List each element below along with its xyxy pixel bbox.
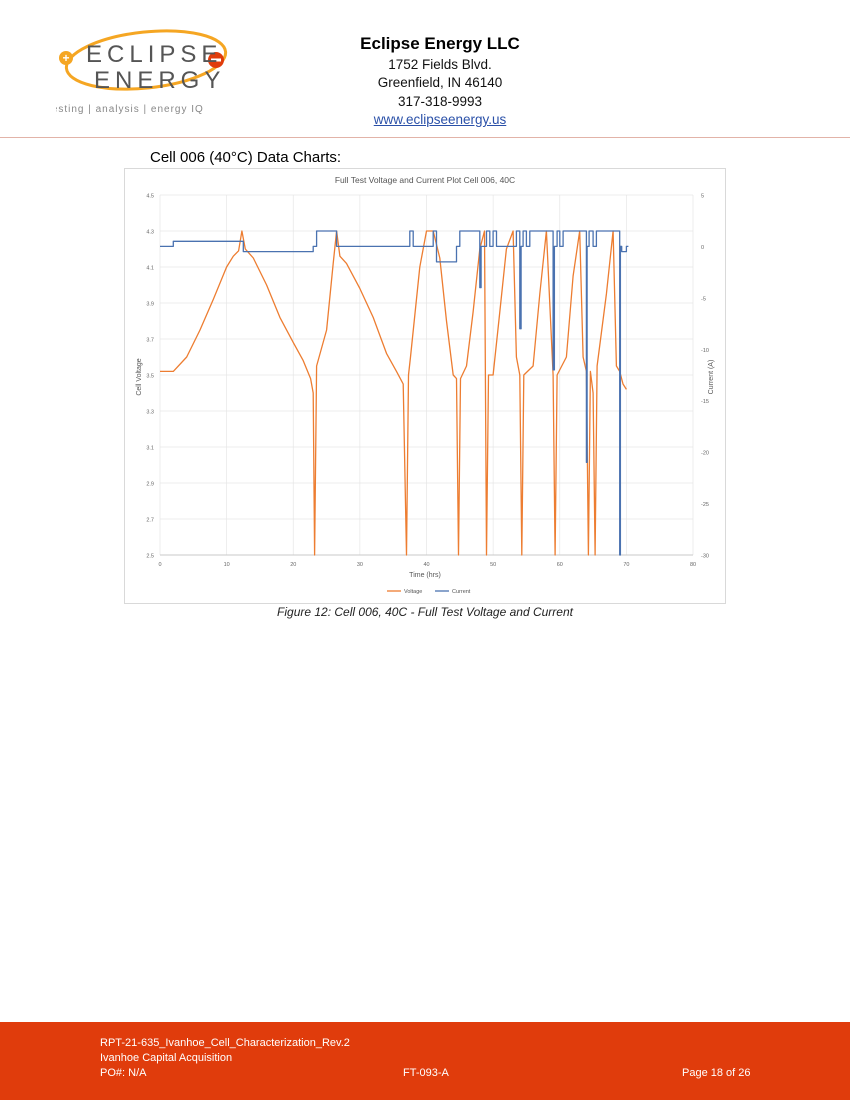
y2-tick-label: -15 [701,399,709,406]
legend-label: Voltage [404,589,423,595]
y-axis-label: Cell Voltage [136,358,143,396]
legend-label: Current [452,589,471,595]
figure-caption: Figure 12: Cell 006, 40C - Full Test Voltage and Current [277,605,573,619]
y-tick-label: 3.3 [146,409,154,416]
x-axis-ticks [158,562,696,568]
logo-graphic [56,28,236,120]
x-tick-label: 70 [623,562,630,568]
y-tick-label: 2.5 [146,553,154,560]
y2-tick-label: -25 [701,502,709,509]
x-tick-label: 30 [356,562,363,568]
y-tick-label: 4.1 [146,265,154,272]
page-footer [0,1022,850,1100]
y-tick-label: 2.7 [146,517,154,524]
footer-po: PO#: N/A [100,1067,147,1079]
chart-legend [387,589,471,595]
logo-word-energy: ENERGY [94,67,226,94]
voltage-current-chart [125,169,725,603]
footer-client: Ivanhoe Capital Acquisition [100,1052,233,1064]
y-tick-label: 2.9 [146,481,154,488]
series-line-voltage [160,231,626,555]
footer-page-number: Page 18 of 26 [682,1067,751,1079]
footer-report-id: RPT-21-635_Ivanhoe_Cell_Characterization_Rev.2 [100,1037,350,1049]
logo-tagline: testing | analysis | energy IQ [56,104,204,115]
y-tick-label: 3.9 [146,301,154,308]
header-divider [0,137,850,138]
y2-tick-label: -30 [701,553,709,560]
y-tick-label: 3.1 [146,445,154,452]
y2-tick-label: 0 [701,244,705,251]
company-name: Eclipse Energy LLC [360,34,520,53]
y2-tick-label: -5 [701,296,706,303]
x-tick-label: 20 [290,562,297,568]
y-tick-label: 4.5 [146,193,154,200]
x-tick-label: 10 [223,562,230,568]
y2-tick-label: -20 [701,450,709,457]
y2-tick-label: 5 [701,193,705,200]
address-line-1: 1752 Fields Blvd. [388,57,492,72]
x-tick-label: 40 [423,562,430,568]
x-tick-label: 80 [689,562,697,568]
series-line-current [160,231,628,555]
y-axis-ticks [146,194,154,560]
x-tick-label: 0 [158,562,162,568]
address-line-2: Greenfield, IN 46140 [377,75,503,90]
x-tick-label: 50 [490,562,497,568]
x-axis-label: Time (hrs) [409,572,441,579]
logo-word-eclipse: ECLIPSE [86,41,223,68]
eclipse-energy-logo [56,28,236,120]
phone: 317-318-9993 [397,94,483,109]
y-tick-label: 3.7 [146,337,154,344]
series-layer [160,231,628,555]
y-tick-label: 4.3 [146,229,154,236]
y2-axis-label: Current (A) [708,359,715,395]
svg-text:+: + [62,51,70,65]
chart-title: Full Test Voltage and Current Plot Cell 006, 40C [334,175,516,185]
section-title: Cell 006 (40°C) Data Charts: [150,149,342,166]
chart-frame [124,168,726,604]
website-link[interactable]: www.eclipseenergy.us [373,112,507,127]
y-tick-label: 3.5 [146,373,154,380]
x-tick-label: 60 [556,562,563,568]
footer-form-id: FT-093-A [403,1067,449,1079]
y2-tick-label: -10 [701,347,709,354]
